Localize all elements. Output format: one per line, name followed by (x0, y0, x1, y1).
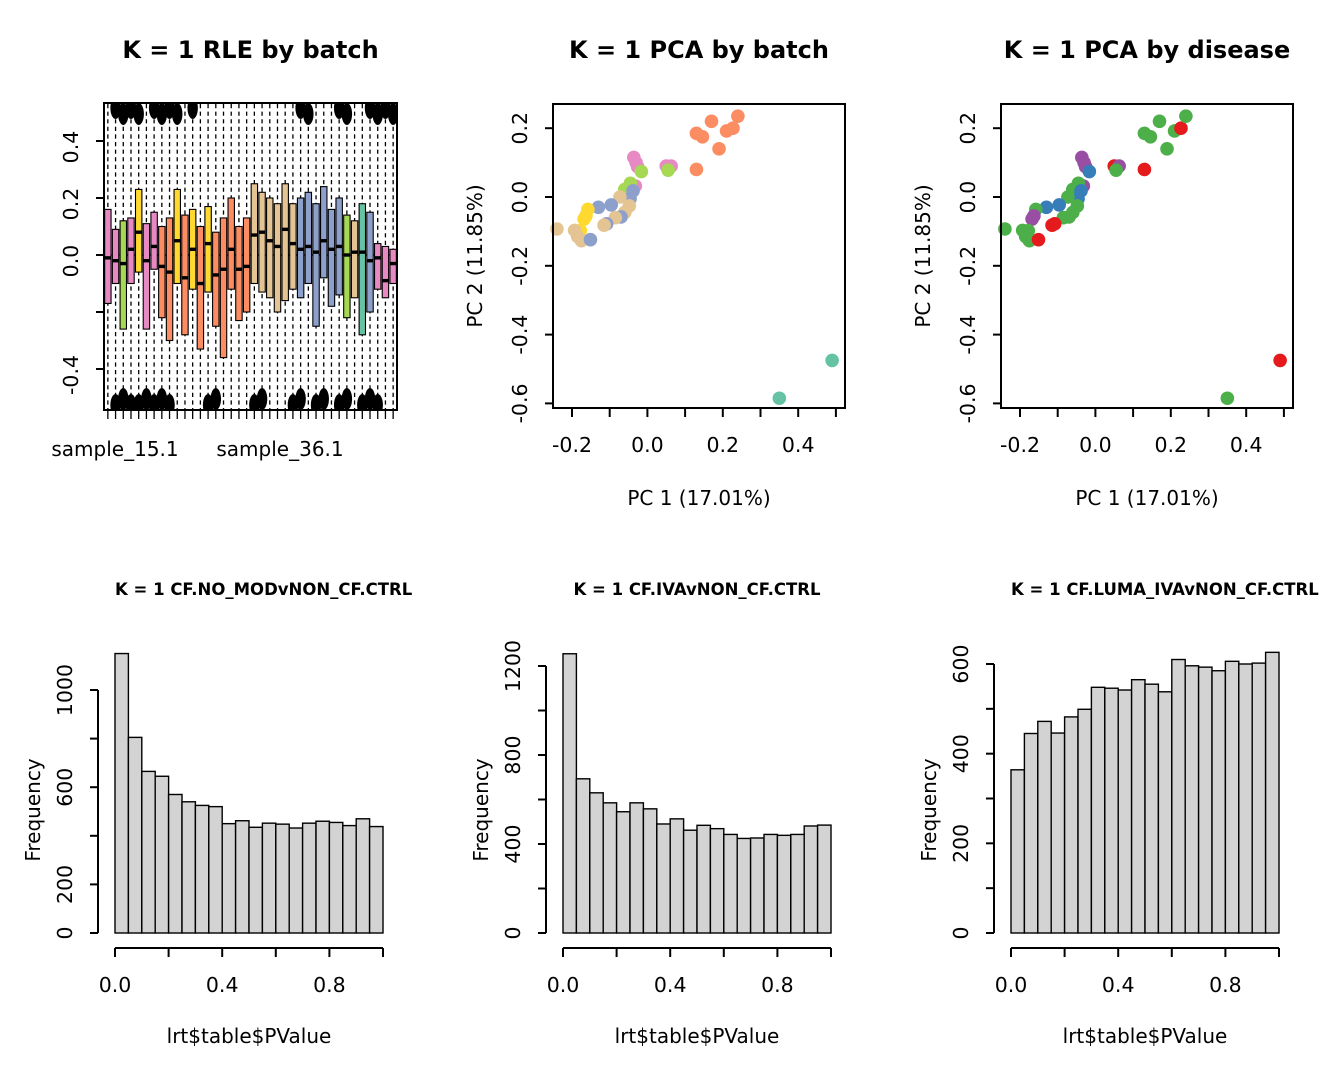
panel-pca-by-disease (896, 0, 1344, 537)
svg-text:0.2: 0.2 (706, 433, 740, 457)
svg-text:0: 0 (949, 926, 973, 940)
y-axis-label: PC 2 (11.85%) (911, 184, 935, 328)
svg-text:1200: 1200 (501, 639, 525, 693)
panel-pca-by-batch (448, 0, 896, 537)
panel-title: K = 1 PCA by batch (569, 36, 829, 64)
svg-text:0.8: 0.8 (313, 973, 346, 997)
svg-text:0.4: 0.4 (205, 973, 239, 997)
svg-text:0.4: 0.4 (781, 433, 815, 457)
panel-hist-no-mod (0, 538, 448, 1075)
x-axis-label: PC 1 (17.01%) (627, 486, 771, 510)
pvalue-histogram-canvas (896, 538, 1344, 1075)
svg-text:400: 400 (501, 824, 525, 864)
svg-text:0.8: 0.8 (1209, 973, 1242, 997)
panel-title: K = 1 CF.NO_MODvNON_CF.CTRL (115, 580, 413, 599)
panel-title: K = 1 CF.IVAvNON_CF.CTRL (573, 580, 821, 599)
svg-text:600: 600 (949, 644, 973, 684)
svg-text:400: 400 (949, 734, 973, 774)
x-axis-label: lrt$table$PValue (614, 1024, 780, 1048)
svg-text:0.0: 0.0 (994, 973, 1028, 997)
svg-text:-0.2: -0.2 (552, 433, 592, 457)
rle-boxes (105, 184, 397, 358)
panel-title: K = 1 CF.LUMA_IVAvNON_CF.CTRL (1011, 580, 1319, 599)
pvalue-histogram-canvas (0, 538, 448, 1075)
svg-text:200: 200 (949, 823, 973, 863)
svg-text:-0.2: -0.2 (508, 245, 532, 286)
x-axis-label: lrt$table$PValue (1062, 1024, 1228, 1048)
pvalue-histogram-canvas (448, 538, 896, 1075)
histogram-bars (1011, 652, 1279, 933)
svg-text:-0.4: -0.4 (956, 314, 980, 355)
svg-text:0.4: 0.4 (1101, 973, 1135, 997)
svg-text:0.0: 0.0 (546, 973, 580, 997)
axis-ticks (96, 141, 104, 369)
svg-text:0.0: 0.0 (631, 433, 664, 457)
data-points (998, 109, 1287, 405)
svg-text:0.2: 0.2 (508, 111, 532, 145)
svg-text:0: 0 (501, 926, 525, 940)
svg-text:0.2: 0.2 (956, 111, 980, 145)
panel-hist-luma-iva (896, 538, 1344, 1075)
y-axis-label: Frequency (21, 758, 45, 862)
svg-text:800: 800 (501, 735, 525, 775)
y-axis-label: PC 2 (11.85%) (463, 184, 487, 328)
y-axis-label: Frequency (917, 758, 941, 862)
svg-text:600: 600 (53, 767, 77, 807)
svg-text:0.0: 0.0 (1079, 433, 1112, 457)
svg-text:0.8: 0.8 (761, 973, 794, 997)
svg-text:-0.6: -0.6 (508, 383, 532, 424)
svg-text:-0.6: -0.6 (956, 383, 980, 424)
y-axis-label: Frequency (469, 758, 493, 862)
panel-title: K = 1 PCA by disease (1003, 36, 1291, 64)
svg-text:0.0: 0.0 (98, 973, 132, 997)
svg-text:0.0: 0.0 (956, 180, 980, 214)
sample-ticks (108, 410, 393, 419)
svg-text:-0.4: -0.4 (59, 355, 83, 395)
svg-text:0.4: 0.4 (59, 130, 83, 164)
pca-disease-scatter-canvas (896, 0, 1344, 537)
svg-text:200: 200 (53, 864, 77, 904)
data-points (550, 109, 839, 405)
x-axis-label: PC 1 (17.01%) (1075, 486, 1219, 510)
svg-text:-0.2: -0.2 (1000, 433, 1040, 457)
histogram-bars (563, 654, 831, 933)
panel-title: K = 1 RLE by batch (122, 36, 379, 64)
svg-text:0.4: 0.4 (653, 973, 687, 997)
svg-text:0: 0 (53, 926, 77, 940)
histogram-bars (115, 654, 383, 933)
x-tick-label-sample-15: sample_15.1 (51, 437, 179, 461)
x-tick-label-sample-36: sample_36.1 (216, 437, 344, 461)
svg-text:0.2: 0.2 (1154, 433, 1188, 457)
svg-text:-0.2: -0.2 (956, 245, 980, 286)
svg-text:-0.4: -0.4 (508, 314, 532, 355)
pca-batch-scatter-canvas (448, 0, 896, 537)
svg-text:1000: 1000 (53, 663, 77, 717)
panel-hist-iva (448, 538, 896, 1075)
x-axis-label: lrt$table$PValue (166, 1024, 332, 1048)
panel-rle-by-batch (0, 0, 448, 537)
svg-text:0.0: 0.0 (508, 180, 532, 214)
svg-text:0.4: 0.4 (1229, 433, 1263, 457)
svg-text:0.0: 0.0 (59, 244, 83, 278)
svg-text:0.2: 0.2 (59, 187, 83, 221)
